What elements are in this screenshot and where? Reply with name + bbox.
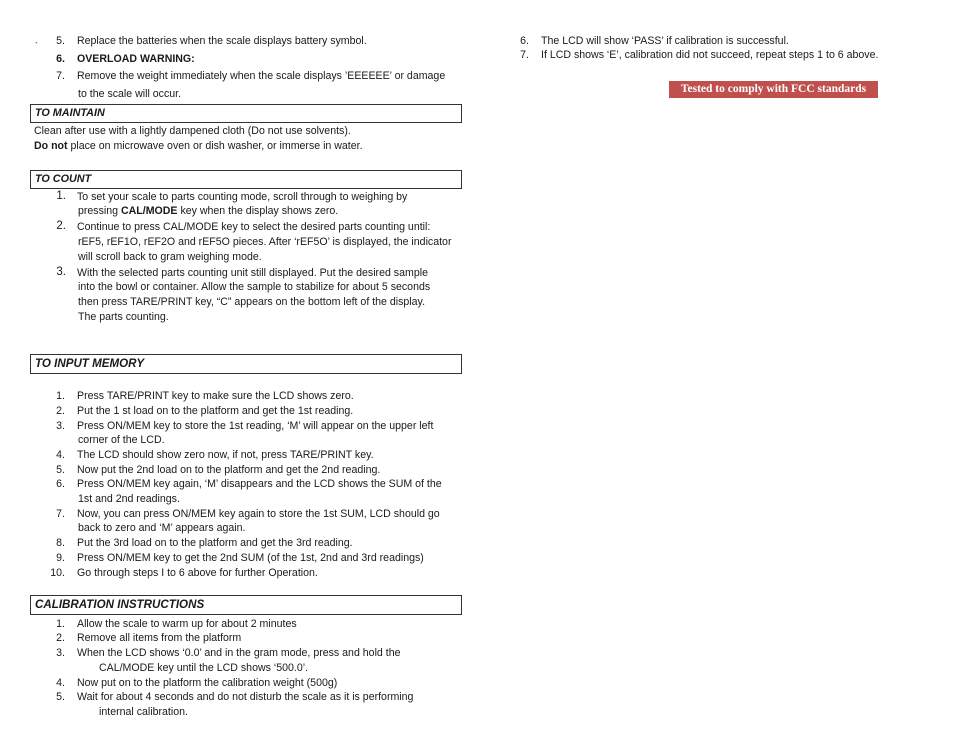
list-number: 3. (56, 420, 65, 432)
list-item-continued: rEF5, rEF1O, rEF2O and rEF5O pieces. After ‘rEF5O’ is displayed, the indicator (78, 236, 452, 248)
list-item: With the selected parts counting unit still displayed. Put the desired sample (77, 267, 428, 279)
list-item: Allow the scale to warm up for about 2 minutes (77, 618, 297, 630)
list-number: 6. (56, 478, 65, 490)
list-number: 2. (56, 220, 66, 232)
list-item: The LCD should show zero now, if not, press TARE/PRINT key. (77, 449, 374, 461)
list-number: 4. (56, 449, 65, 461)
list-number: 7. (56, 508, 65, 520)
list-number: 10. (50, 567, 65, 579)
list-item: To set your scale to parts counting mode, scroll through to weighing by (77, 191, 408, 203)
list-number: 1. (56, 390, 65, 402)
list-item: Wait for about 4 seconds and do not disturb the scale as it is performing (77, 691, 414, 703)
fcc-compliance-badge: Tested to comply with FCC standards (669, 81, 878, 98)
maintain-header: TO MAINTAIN (30, 104, 462, 123)
list-item: Remove the weight immediately when the scale displays ’EEEEEE’ or damage (77, 70, 446, 82)
maintain-bold: Do not (34, 140, 68, 152)
stray-mark: ` (35, 41, 38, 51)
list-item: Now put on to the platform the calibration weight (500g) (77, 677, 338, 689)
list-item-continued: will scroll back to gram weighing mode. (78, 251, 262, 263)
list-item-continued: then press TARE/PRINT key, “C” appears on the bottom left of the display. (78, 296, 426, 308)
list-item-continued: The parts counting. (78, 311, 169, 323)
list-item-continued: corner of the LCD. (78, 434, 165, 446)
list-number: 6. (56, 53, 65, 65)
list-number: 4. (56, 677, 65, 689)
list-number: 3. (56, 647, 65, 659)
list-item-continued: CAL/MODE key until the LCD shows ‘500.0’. (99, 662, 309, 674)
list-item: Press TARE/PRINT key to make sure the LCD shows zero. (77, 390, 354, 402)
list-item: If LCD shows ‘E’, calibration did not succeed, repeat steps 1 to 6 above. (541, 49, 879, 61)
list-number: 6. (520, 35, 529, 47)
list-item-continued: into the bowl or container. Allow the sample to stabilize for about 5 seconds (78, 281, 431, 293)
list-number: 5. (56, 691, 65, 703)
list-number: 7. (56, 70, 65, 82)
text-run: key when the display shows zero. (177, 205, 339, 217)
list-item: Press ON/MEM key again, ‘M’ disappears and the LCD shows the SUM of the (77, 478, 442, 490)
list-item: Press ON/MEM key to store the 1st reading, ‘M’ will appear on the upper left (77, 420, 434, 432)
list-number: 2. (56, 632, 65, 644)
list-number: 1. (56, 190, 66, 202)
list-number: 3. (56, 266, 66, 278)
maintain-rest: place on microwave oven or dish washer, or immerse in water. (67, 140, 363, 152)
list-item: Put the 3rd load on to the platform and get the 3rd reading. (77, 537, 353, 549)
list-item-continued (78, 205, 338, 218)
memory-header: TO INPUT MEMORY (30, 354, 462, 374)
list-item: The LCD will show ‘PASS’ if calibration is successful. (541, 35, 789, 47)
list-item: Go through steps I to 6 above for further Operation. (77, 567, 318, 579)
list-item: Put the 1 st load on to the platform and get the 1st reading. (77, 405, 354, 417)
list-item-continued: back to zero and ‘M’ appears again. (78, 522, 246, 534)
list-number: 5. (56, 464, 65, 476)
list-number: 9. (56, 552, 65, 564)
list-item: Press ON/MEM key to get the 2nd SUM (of the 1st, 2nd and 3rd readings) (77, 552, 424, 564)
list-item: Now, you can press ON/MEM key again to store the 1st SUM, LCD should go (77, 508, 440, 520)
list-item: When the LCD shows ‘0.0’ and in the gram mode, press and hold the (77, 647, 401, 659)
text-run: pressing (78, 205, 121, 217)
list-item-continued: to the scale will occur. (78, 88, 182, 100)
calibration-header: CALIBRATION INSTRUCTIONS (30, 595, 462, 615)
list-item: Continue to press CAL/MODE key to select the desired parts counting until: (77, 221, 431, 233)
list-item: Replace the batteries when the scale displays battery symbol. (77, 35, 367, 47)
list-number: 2. (56, 405, 65, 417)
list-item-continued: 1st and 2nd readings. (78, 493, 180, 505)
overload-warning: OVERLOAD WARNING: (77, 53, 195, 65)
maintain-text: Clean after use with a lightly dampened cloth (Do not use solvents). (34, 125, 351, 137)
list-item: Remove all items from the platform (77, 632, 242, 644)
list-number: 8. (56, 537, 65, 549)
list-number: 7. (520, 49, 529, 61)
list-item-continued: internal calibration. (99, 706, 188, 718)
count-header: TO COUNT (30, 170, 462, 189)
list-number: 1. (56, 618, 65, 630)
list-number: 5. (56, 35, 65, 47)
list-item: Now put the 2nd load on to the platform and get the 2nd reading. (77, 464, 381, 476)
maintain-warning (34, 140, 363, 153)
cal-mode-key: CAL/MODE (121, 205, 178, 217)
